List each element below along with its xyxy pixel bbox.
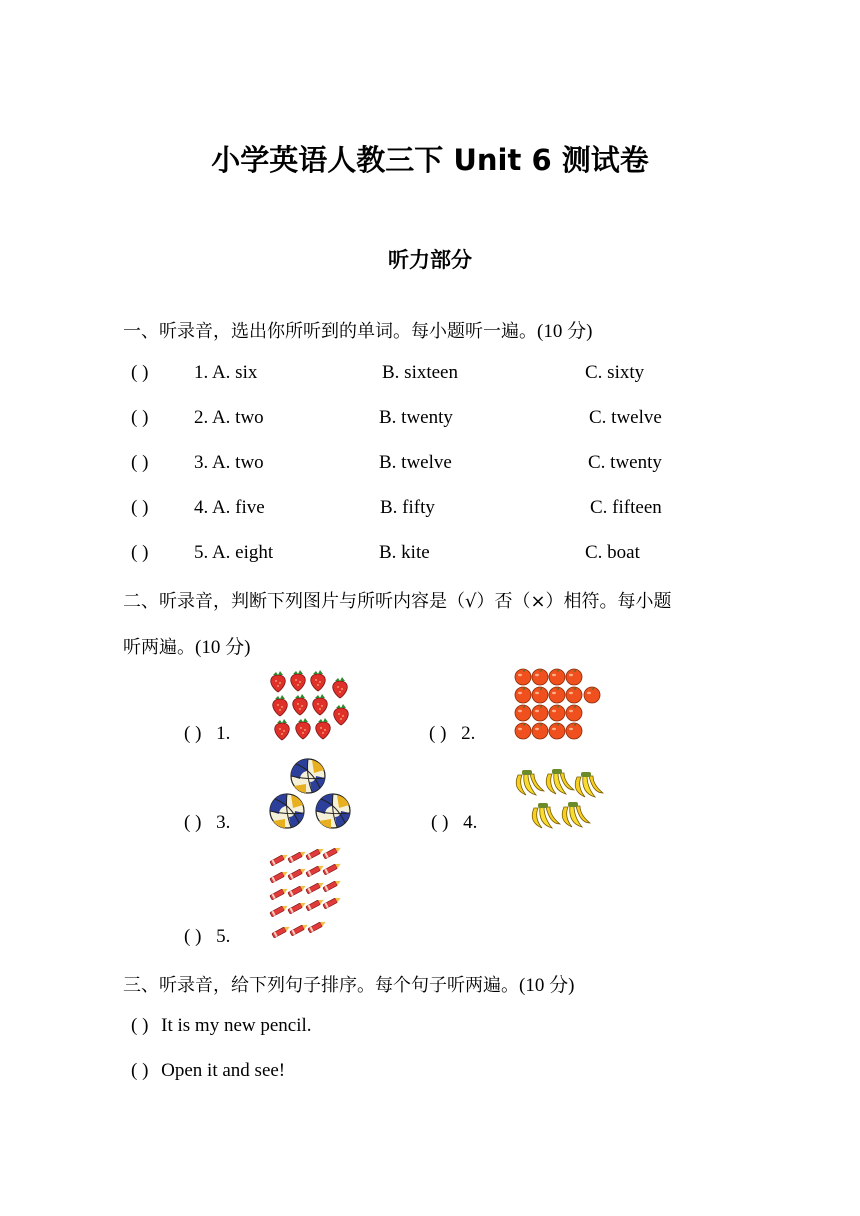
option-b: B. twenty	[379, 407, 453, 428]
picture-question-3	[184, 812, 230, 834]
sentence-row	[131, 1060, 285, 1082]
option-b: B. twelve	[379, 452, 452, 473]
answer-blank[interactable]: ( )	[184, 723, 202, 744]
answer-blank[interactable]: ( )	[131, 1015, 149, 1036]
answer-blank[interactable]: ( )	[131, 497, 149, 518]
answer-blank[interactable]: ( )	[184, 812, 202, 833]
question-row	[131, 362, 148, 384]
question-row	[131, 407, 148, 429]
question-number: 5.	[216, 926, 231, 947]
option-a: 1. A. six	[194, 362, 258, 383]
bananas-icon	[514, 765, 604, 833]
option-b: B. kite	[379, 542, 430, 563]
answer-blank[interactable]: ( )	[131, 452, 149, 473]
sentence-text: Open it and see!	[161, 1060, 286, 1081]
option-c: C. twenty	[588, 452, 662, 473]
answer-blank[interactable]: ( )	[131, 407, 149, 428]
picture-question-4	[431, 812, 477, 834]
question-number: 3.	[216, 812, 231, 833]
option-c: C. boat	[585, 542, 640, 563]
tomatoes-icon	[512, 667, 604, 743]
section1-points: (10 分)	[537, 321, 593, 342]
option-a: 3. A. two	[194, 452, 264, 473]
crayons-icon	[268, 848, 342, 944]
page-title: 小学英语人教三下 Unit 6 测试卷	[211, 143, 649, 177]
section2-heading-line2	[123, 632, 250, 659]
option-b: B. fifty	[380, 497, 435, 518]
picture-question-1	[184, 723, 230, 745]
sentence-row	[131, 1015, 312, 1037]
option-c: C. fifteen	[590, 497, 662, 518]
picture-question-5	[184, 926, 230, 948]
question-row	[131, 452, 148, 474]
question-row	[131, 542, 148, 564]
question-number: 1.	[216, 723, 231, 744]
option-b: B. sixteen	[382, 362, 458, 383]
section2-points: (10 分)	[195, 637, 251, 658]
answer-blank[interactable]: ( )	[131, 542, 149, 563]
section-subtitle: 听力部分	[388, 248, 472, 272]
answer-blank[interactable]: ( )	[431, 812, 449, 833]
option-c: C. sixty	[585, 362, 645, 383]
section1-heading-text: 一、听录音，选出你所听到的单词。每小题听一遍。	[123, 321, 537, 342]
option-a: 4. A. five	[194, 497, 265, 518]
question-number: 2.	[461, 723, 476, 744]
volleyballs-icon	[268, 757, 354, 833]
answer-blank[interactable]: ( )	[131, 1060, 149, 1081]
option-a: 5. A. eight	[194, 542, 274, 563]
section3-heading-text: 三、听录音，给下列句子排序。每个句子听两遍。	[123, 975, 519, 996]
section1-heading	[123, 316, 592, 343]
question-number: 4.	[463, 812, 478, 833]
option-c: C. twelve	[589, 407, 662, 428]
sentence-text: It is my new pencil.	[161, 1015, 312, 1036]
section3-heading	[123, 970, 574, 997]
picture-question-2	[429, 723, 475, 745]
answer-blank[interactable]: ( )	[429, 723, 447, 744]
question-row	[131, 497, 148, 519]
answer-blank[interactable]: ( )	[131, 362, 149, 383]
section2-heading-line1: 二、听录音，判断下列图片与所听内容是（√）否（×）相符。每小题	[123, 591, 672, 612]
section3-points: (10 分)	[519, 975, 575, 996]
answer-blank[interactable]: ( )	[184, 926, 202, 947]
section2-heading-text: 听两遍。	[123, 637, 195, 658]
option-a: 2. A. two	[194, 407, 264, 428]
strawberries-icon	[268, 670, 352, 742]
